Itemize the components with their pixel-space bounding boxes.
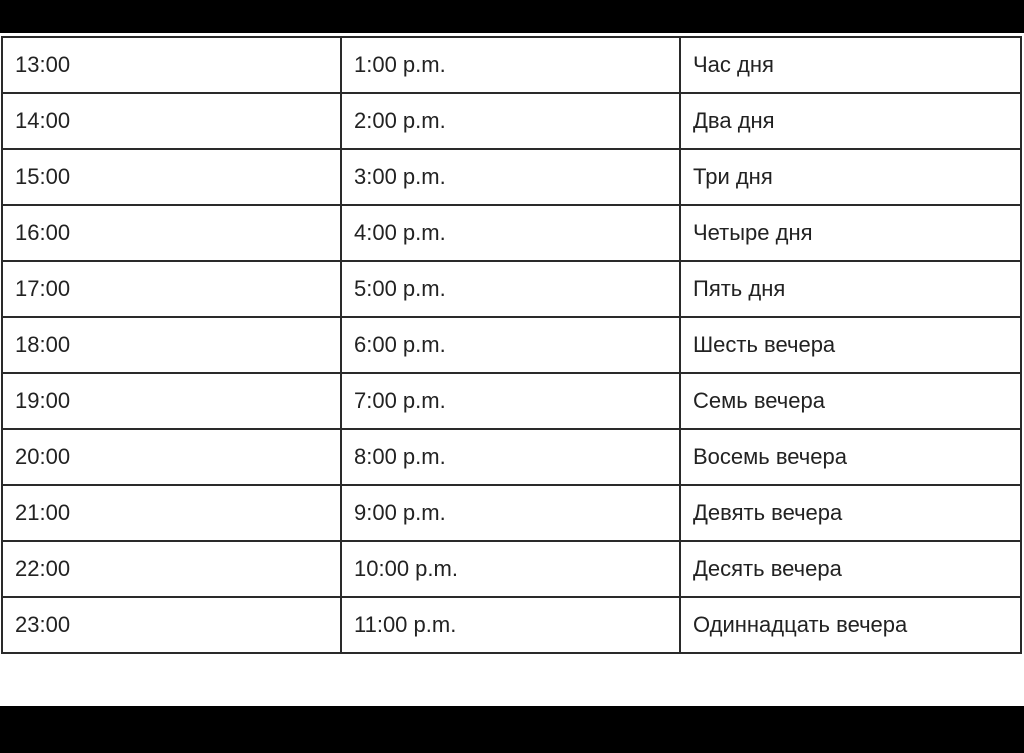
cell-russian: Девять вечера (680, 485, 1021, 541)
cell-24h: 22:00 (2, 541, 341, 597)
table-row (2, 149, 1021, 205)
cell-12h: 4:00 p.m. (341, 205, 680, 261)
cell-russian: Час дня (680, 37, 1021, 93)
table-row (2, 597, 1021, 653)
cell-24h: 13:00 (2, 37, 341, 93)
cell-12h: 11:00 p.m. (341, 597, 680, 653)
table-row (2, 373, 1021, 429)
cell-24h: 15:00 (2, 149, 341, 205)
cell-24h: 16:00 (2, 205, 341, 261)
cell-24h: 20:00 (2, 429, 341, 485)
cell-24h: 21:00 (2, 485, 341, 541)
table-row (2, 317, 1021, 373)
table-row (2, 205, 1021, 261)
table-row (2, 541, 1021, 597)
cell-12h: 7:00 p.m. (341, 373, 680, 429)
cell-russian: Пять дня (680, 261, 1021, 317)
cell-12h: 10:00 p.m. (341, 541, 680, 597)
cell-12h: 9:00 p.m. (341, 485, 680, 541)
cell-russian: Четыре дня (680, 205, 1021, 261)
table-row (2, 37, 1021, 93)
cell-russian: Семь вечера (680, 373, 1021, 429)
cell-24h: 23:00 (2, 597, 341, 653)
cell-12h: 5:00 p.m. (341, 261, 680, 317)
table-row (2, 429, 1021, 485)
cell-24h: 17:00 (2, 261, 341, 317)
cell-24h: 19:00 (2, 373, 341, 429)
cell-russian: Одиннадцать вечера (680, 597, 1021, 653)
table-row (2, 485, 1021, 541)
cell-russian: Восемь вечера (680, 429, 1021, 485)
time-conversion-table (1, 36, 1022, 654)
cell-12h: 1:00 p.m. (341, 37, 680, 93)
table-row (2, 93, 1021, 149)
cell-24h: 14:00 (2, 93, 341, 149)
cell-12h: 6:00 p.m. (341, 317, 680, 373)
cell-12h: 3:00 p.m. (341, 149, 680, 205)
table-row (2, 261, 1021, 317)
cell-russian: Десять вечера (680, 541, 1021, 597)
cell-russian: Два дня (680, 93, 1021, 149)
cell-russian: Шесть вечера (680, 317, 1021, 373)
cell-12h: 8:00 p.m. (341, 429, 680, 485)
cell-12h: 2:00 p.m. (341, 93, 680, 149)
cell-24h: 18:00 (2, 317, 341, 373)
cell-russian: Три дня (680, 149, 1021, 205)
table-sheet (0, 33, 1024, 706)
